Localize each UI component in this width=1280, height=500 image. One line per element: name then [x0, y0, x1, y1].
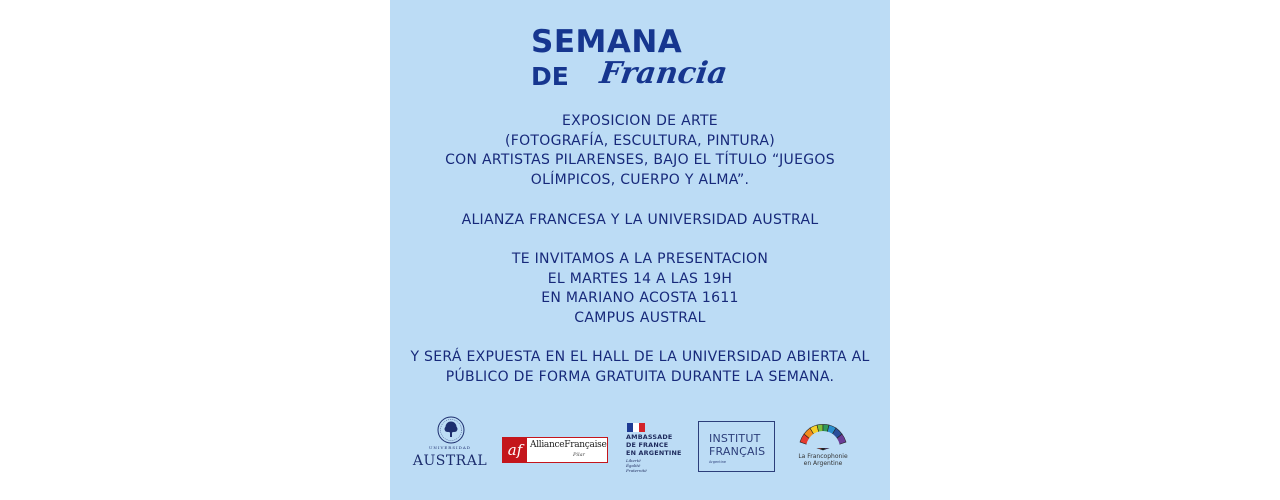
university-seal-icon	[437, 416, 465, 444]
institut-line: FRANÇAIS	[709, 445, 766, 458]
title-semana: SEMANA	[531, 24, 683, 60]
logo-universidad-austral	[412, 416, 488, 474]
af-mark: af	[503, 438, 527, 462]
invitation-paragraph	[390, 250, 890, 328]
event-poster	[390, 0, 890, 500]
logo-ambassade-de-france	[626, 422, 690, 478]
title-de: DE	[531, 62, 569, 91]
text-line: EN MARIANO ACOSTA 1611	[541, 290, 739, 306]
text-line: OLÍMPICOS, CUERPO Y ALMA”.	[530, 171, 750, 188]
logo-francophonie	[790, 422, 856, 472]
institut-country: Argentine	[709, 460, 727, 464]
text-line: CON ARTISTAS PILARENSES, BAJO EL TÍTULO “JUEGOS	[445, 152, 835, 168]
text-line: CAMPUS AUSTRAL	[574, 309, 706, 326]
logo-alliance-francaise	[502, 437, 608, 463]
text-line: EXPOSICION DE ARTE	[562, 113, 718, 129]
ambassade-line: DE FRANCE	[626, 441, 669, 449]
ambassade-line: EN ARGENTINE	[626, 449, 682, 457]
text-line: ALIANZA FRANCESA Y LA UNIVERSIDAD AUSTRAL	[461, 212, 819, 228]
francophonie-fan-icon	[796, 422, 850, 452]
alliance-name: AllianceFrançaise	[530, 440, 607, 450]
motto-line: Liberté	[626, 458, 641, 463]
french-flag-icon	[627, 423, 645, 432]
francophonie-line: La Francophonie	[798, 453, 848, 460]
alliance-city: Pilar	[573, 452, 585, 458]
motto-line: Fraternité	[626, 468, 647, 473]
closing-paragraph	[390, 348, 890, 387]
text-line: TE INVITAMOS A LA PRESENTACION	[511, 251, 769, 267]
francophonie-line: en Argentine	[803, 460, 843, 467]
ambassade-line: AMBASSADE	[626, 433, 673, 441]
text-line: (FOTOGRAFÍA, ESCULTURA, PINTURA)	[504, 132, 776, 149]
austral-subtitle: UNIVERSIDAD	[429, 445, 471, 450]
text-line: Y SERÁ EXPUESTA EN EL HALL DE LA UNIVERSIDAD ABIERTA AL	[410, 349, 870, 365]
austral-name: AUSTRAL	[412, 453, 488, 469]
organizers-paragraph	[390, 211, 890, 231]
institut-line: INSTITUT	[709, 432, 761, 445]
title-francia-script: Francia	[597, 56, 730, 91]
text-line: EL MARTES 14 A LAS 19H	[547, 270, 733, 287]
exhibition-paragraph	[390, 112, 890, 190]
motto-line: Égalité	[626, 463, 641, 468]
logo-institut-francais	[698, 421, 775, 472]
text-line: PÚBLICO DE FORMA GRATUITA DURANTE LA SEMANA.	[445, 368, 835, 385]
